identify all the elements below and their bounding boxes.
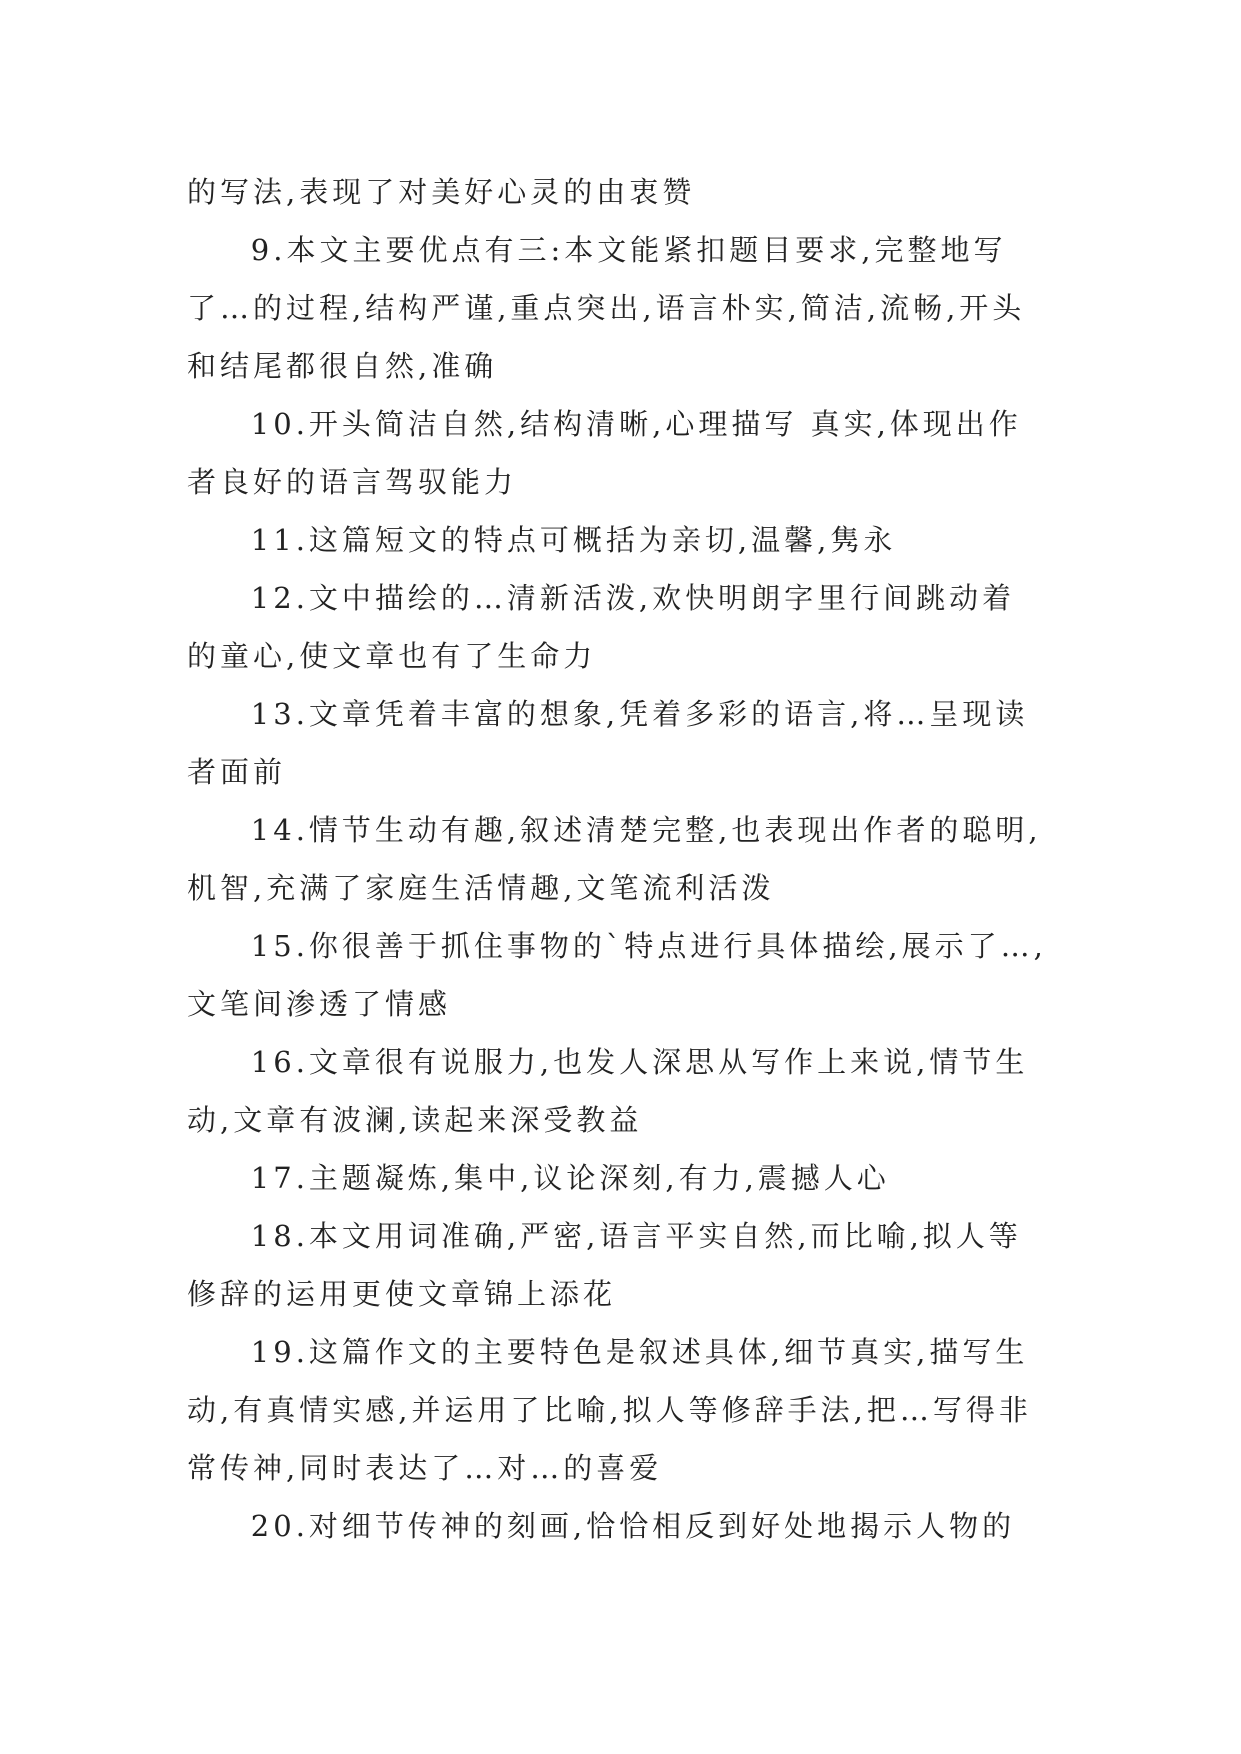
paragraph-item-11: 11.这篇短文的特点可概括为亲切,温馨,隽永 <box>250 523 897 557</box>
paragraph-item-13: 13.文章凭着丰富的想象,凭着多彩的语言,将…呈现读者面前 <box>187 697 1029 789</box>
paragraph-item-10: 10.开头简洁自然,结构清晰,心理描写 真实,体现出作者良好的语言驾驭能力 <box>187 407 1022 499</box>
paragraph-item-12: 12.文中描绘的…清新活泼,欢快明朗字里行间跳动着的童心,使文章也有了生命力 <box>187 581 1016 673</box>
paragraph-continuation: 的写法,表现了对美好心灵的由衷赞 <box>187 175 696 209</box>
paragraph-item-20: 20.对细节传神的刻画,恰恰相反到好处地揭示人物的 <box>250 1509 1016 1543</box>
paragraph-item-9: 9.本文主要优点有三:本文能紧扣题目要求,完整地写了…的过程,结构严谨,重点突出,语言朴实,简洁,流畅,开头和结尾都很自然,准确 <box>187 233 1026 383</box>
paragraph-item-17: 17.主题凝炼,集中,议论深刻,有力,震撼人心 <box>250 1161 890 1195</box>
paragraph-item-16: 16.文章很有说服力,也发人深思从写作上来说,情节生动,文章有波澜,读起来深受教益 <box>187 1045 1029 1137</box>
document-body <box>187 163 1047 1555</box>
paragraph-item-18: 18.本文用词准确,严密,语言平实自然,而比喻,拟人等修辞的运用更使文章锦上添花 <box>187 1219 1022 1311</box>
paragraph-item-15: 15.你很善于抓住事物的`特点进行具体描绘,展示了…,文笔间渗透了情感 <box>187 929 1047 1021</box>
paragraph-item-14: 14.情节生动有趣,叙述清楚完整,也表现出作者的聪明,机智,充满了家庭生活情趣,文笔流利活泼 <box>187 813 1042 905</box>
paragraph-item-19: 19.这篇作文的主要特色是叙述具体,细节真实,描写生动,有真情实感,并运用了比喻,拟人等修辞手法,把…写得非常传神,同时表达了…对…的喜爱 <box>187 1335 1032 1485</box>
